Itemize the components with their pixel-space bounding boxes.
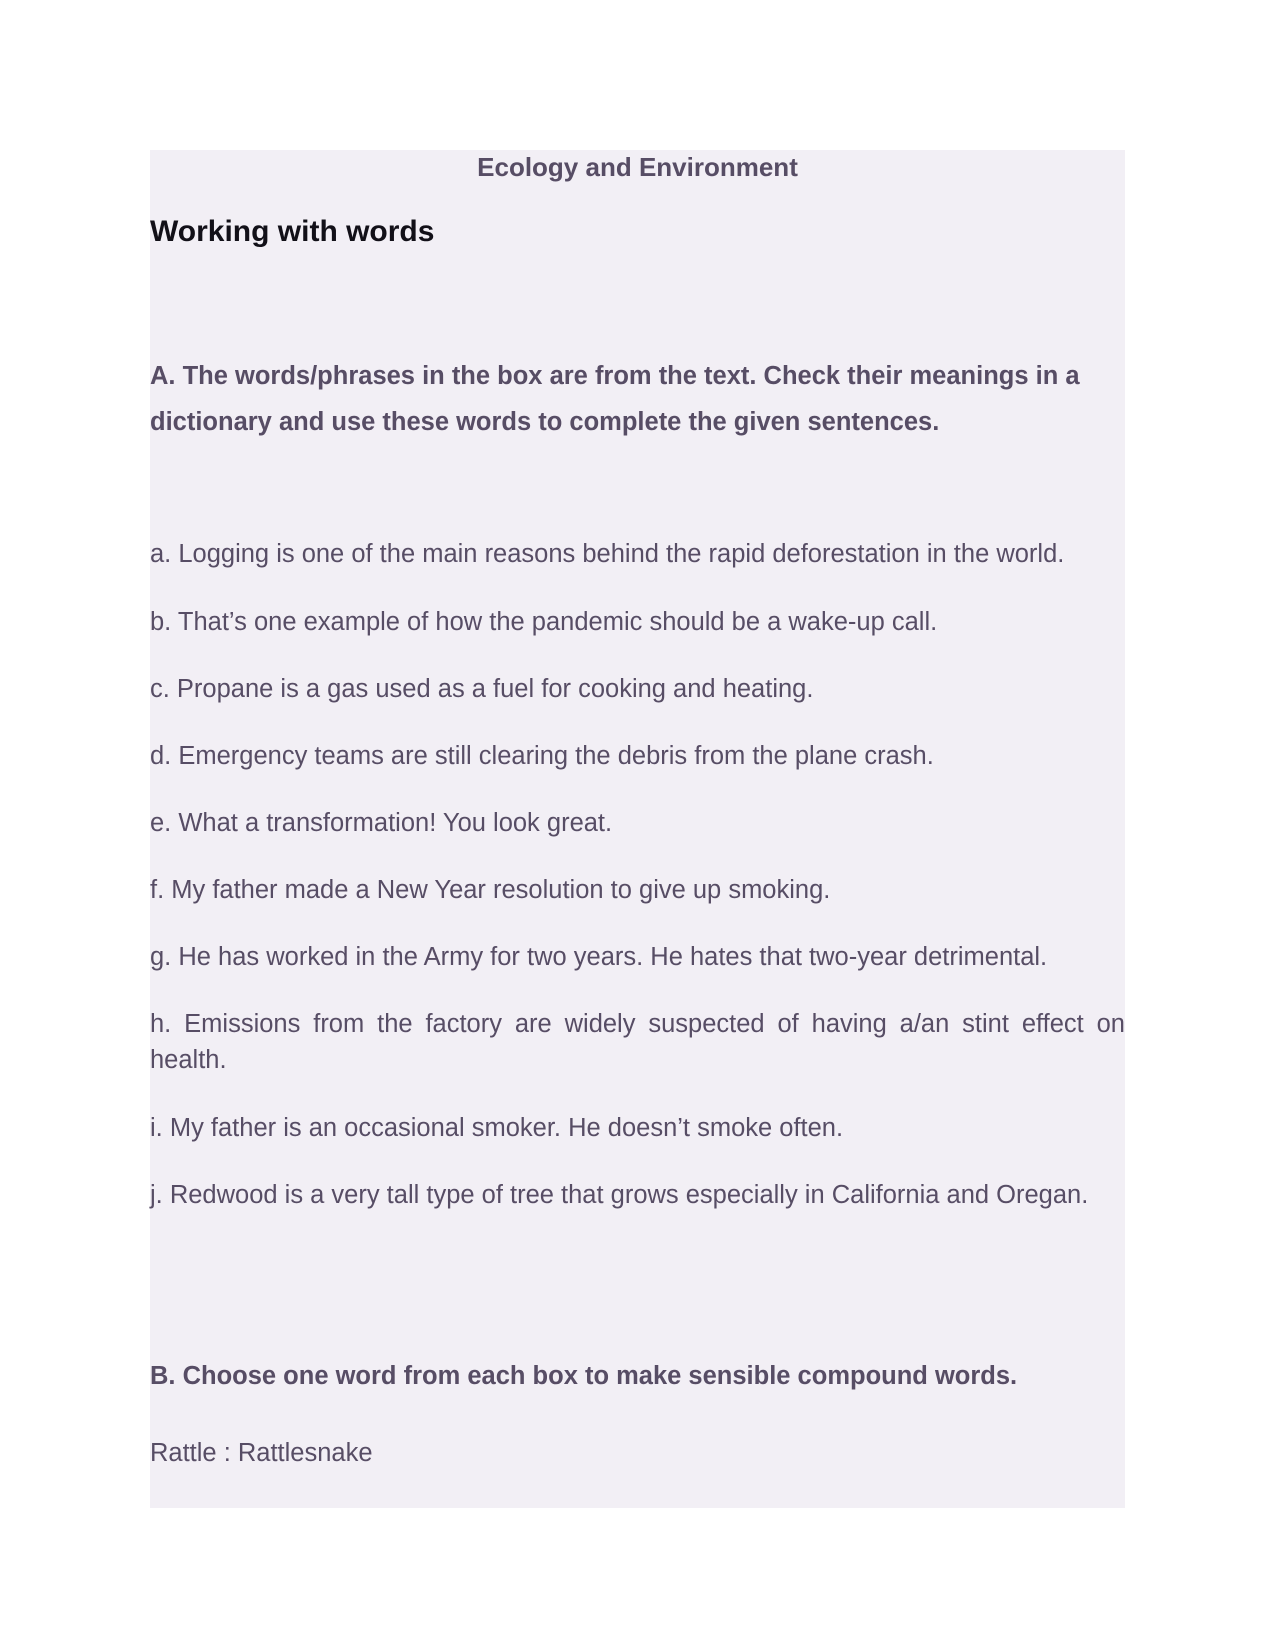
sentence-e: e. What a transformation! You look great. (150, 809, 613, 837)
instruction-b: B. Choose one word from each box to make sensible compound words. (150, 1362, 1018, 1390)
section-heading: Working with words (150, 215, 435, 248)
content-box (150, 150, 1125, 1508)
page-title: Ecology and Environment (477, 152, 798, 182)
sentence-h: h. Emissions from the factory are widely suspected of having a/an stint effect on health. (150, 1010, 1125, 1074)
sentence-i: i. My father is an occasional smoker. He doesn’t smoke often. (150, 1114, 844, 1142)
sentence-j: j. Redwood is a very tall type of tree that grows especially in California and Oregan. (150, 1181, 1089, 1209)
sentence-f: f. My father made a New Year resolution to give up smoking. (150, 876, 831, 904)
sentence-a: a. Logging is one of the main reasons behind the rapid deforestation in the world. (150, 540, 1065, 568)
instruction-a: A. The words/phrases in the box are from the text. Check their meanings in a dictionary and use these words to complete the given sentences. (150, 362, 1080, 436)
sentence-b: b. That’s one example of how the pandemic should be a wake-up call. (150, 608, 938, 636)
sentence-d: d. Emergency teams are still clearing the debris from the plane crash. (150, 742, 934, 770)
sentence-g: g. He has worked in the Army for two years. He hates that two-year detrimental. (150, 943, 1048, 971)
sentence-c: c. Propane is a gas used as a fuel for cooking and heating. (150, 675, 814, 703)
compound-example: Rattle : Rattlesnake (150, 1439, 373, 1467)
